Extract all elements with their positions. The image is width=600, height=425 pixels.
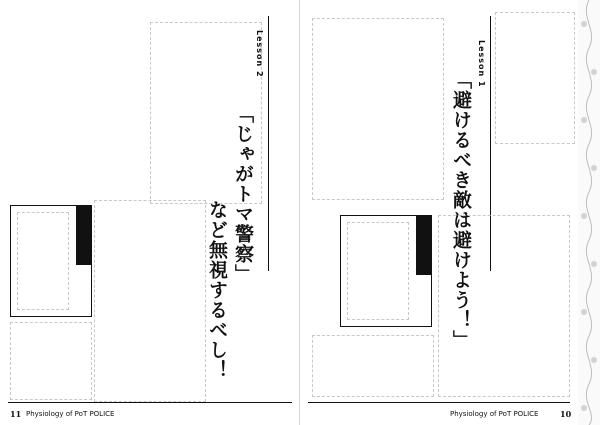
left-lower-text [94, 200, 206, 402]
summary-box-title-bar [76, 205, 92, 265]
right-body-text [312, 18, 444, 200]
right-notes-text [312, 335, 434, 397]
lesson-2-heading-part1: 「じゃがトマ警察」 [232, 104, 254, 284]
floral-pattern-icon [578, 0, 600, 425]
left-running-footer: Physiology of PoT POLICE [26, 410, 115, 418]
right-page [300, 0, 600, 425]
lesson-1-summary-box [340, 215, 432, 327]
left-footer-rule [8, 402, 292, 403]
right-lower-text [438, 215, 570, 397]
lesson-2-summary-box [10, 205, 92, 317]
right-footer-rule [308, 402, 570, 403]
lesson-1-label: Lesson 1 [477, 40, 486, 88]
right-top-text [495, 12, 575, 144]
summary-box-text [347, 222, 409, 320]
right-running-footer: Physiology of PoT POLICE [450, 410, 539, 418]
left-notes-text [10, 322, 92, 400]
lesson-2-heading-part2: など無視するべし！ [206, 200, 228, 380]
lesson-2-label: Lesson 2 [255, 30, 264, 78]
floral-border [578, 0, 600, 425]
page-number-10: 10 [560, 409, 572, 419]
left-lesson-rule [268, 16, 269, 271]
summary-box-text [17, 212, 69, 310]
page-number-11: 11 [10, 409, 22, 419]
summary-box-title-bar [416, 215, 432, 275]
lesson-1-heading: 「避けるべき敵は避けよう！」 [450, 70, 472, 350]
